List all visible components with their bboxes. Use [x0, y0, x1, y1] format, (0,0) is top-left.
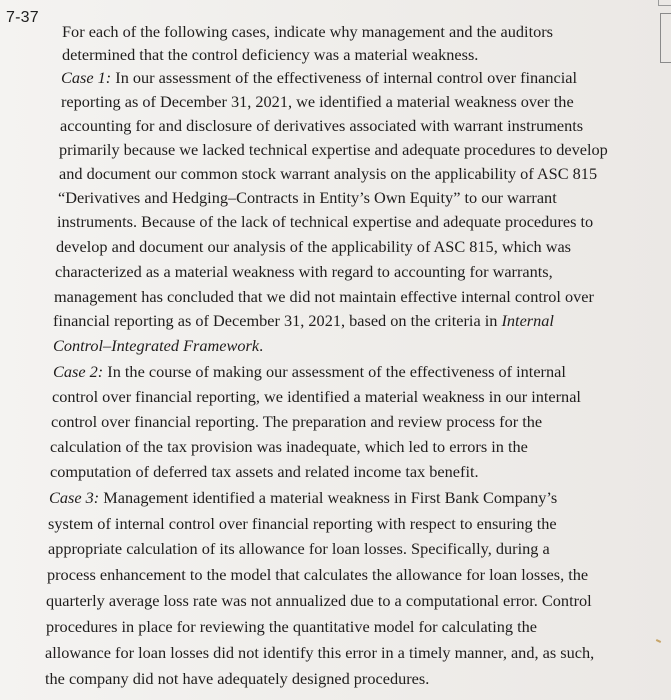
problem-text [44, 0, 671, 700]
case-3-label: Case 3: [49, 488, 100, 507]
case-1-label: Case 1: [61, 68, 112, 87]
line-text: quarterly average loss rate was not annualized due to a computational error. Control [46, 591, 592, 610]
line-text: computation of deferred tax assets and related income tax benefit. [50, 462, 479, 481]
text-line [59, 163, 597, 185]
text-line [48, 538, 550, 560]
problem-number: 7-37 [6, 9, 39, 26]
line-text: determined that the control deficiency was a material weakness. [62, 45, 479, 64]
case-2-label: Case 2: [53, 362, 104, 381]
line-text: calculation of the tax provision was inadequate, which led to errors in the [50, 437, 528, 456]
line-text: management has concluded that we did not maintain effective internal control over [54, 287, 594, 306]
text-line [48, 513, 557, 535]
line-text: procedures in place for reviewing the quantitative model for calculating the [46, 617, 537, 636]
text-line [57, 211, 593, 233]
line-text: In our assessment of the effectiveness of internal control over financial [111, 68, 578, 87]
line-text: . [259, 336, 264, 355]
text-line [61, 91, 574, 113]
line-text: “Derivatives and Hedging–Contracts in Entity’s Own Equity” to our warrant [58, 188, 557, 207]
text-line [55, 261, 553, 283]
text-line [50, 436, 528, 458]
text-line [51, 411, 542, 433]
text-line [62, 44, 478, 66]
line-text: control over financial reporting, we identified a material weakness in our internal [52, 387, 581, 406]
text-line [52, 386, 581, 408]
text-line [56, 236, 571, 258]
text-line [46, 616, 537, 638]
line-text: In the course of making our assessment of the effectiveness of internal [103, 362, 566, 381]
line-text: develop and document our analysis of the applicability of ASC 815, which was [56, 237, 572, 256]
line-text: system of internal control over financial reporting with respect to ensuring the [48, 514, 557, 533]
line-italic-text: Internal [501, 311, 554, 330]
line-text: financial reporting as of December 31, 2021, based on the criteria in [53, 311, 502, 330]
text-line [61, 67, 577, 89]
text-line [53, 310, 554, 332]
text-line [60, 115, 583, 137]
text-line [53, 335, 263, 357]
line-text: and document our common stock warrant analysis on the applicability of ASC 815 [59, 164, 598, 183]
text-line [62, 21, 553, 43]
text-line [54, 286, 594, 308]
line-text: For each of the following cases, indicate why management and the auditors [62, 22, 553, 41]
line-text: the company did not have adequately designed procedures. [45, 669, 430, 688]
text-line [58, 187, 557, 209]
line-text: control over financial reporting. The preparation and review process for the [51, 412, 543, 431]
text-line [47, 564, 588, 586]
line-text: accounting for and disclosure of derivatives associated with warrant instruments [60, 116, 584, 135]
line-text: instruments. Because of the lack of technical expertise and adequate procedures to [57, 212, 594, 231]
text-line [45, 668, 429, 690]
line-text: allowance for loan losses did not identify this error in a timely manner, and, as such, [45, 643, 595, 662]
line-text: primarily because we lacked technical expertise and adequate procedures to develop [59, 140, 608, 159]
line-text: appropriate calculation of its allowance for loan losses. Specifically, during a [48, 539, 550, 558]
text-line [45, 642, 594, 664]
line-text: Management identified a material weakness in First Bank Company’s [99, 488, 558, 507]
text-line [53, 361, 566, 383]
line-italic-text: Control–Integrated Framework [53, 336, 260, 355]
line-text: reporting as of December 31, 2021, we identified a material weakness over the [61, 92, 574, 111]
line-text: process enhancement to the model that calculates the allowance for loan losses, the [47, 565, 589, 584]
text-line [59, 139, 608, 161]
line-text: characterized as a material weakness with regard to accounting for warrants, [55, 262, 553, 281]
text-line [50, 461, 479, 483]
text-line [49, 487, 557, 509]
text-line [46, 590, 592, 612]
